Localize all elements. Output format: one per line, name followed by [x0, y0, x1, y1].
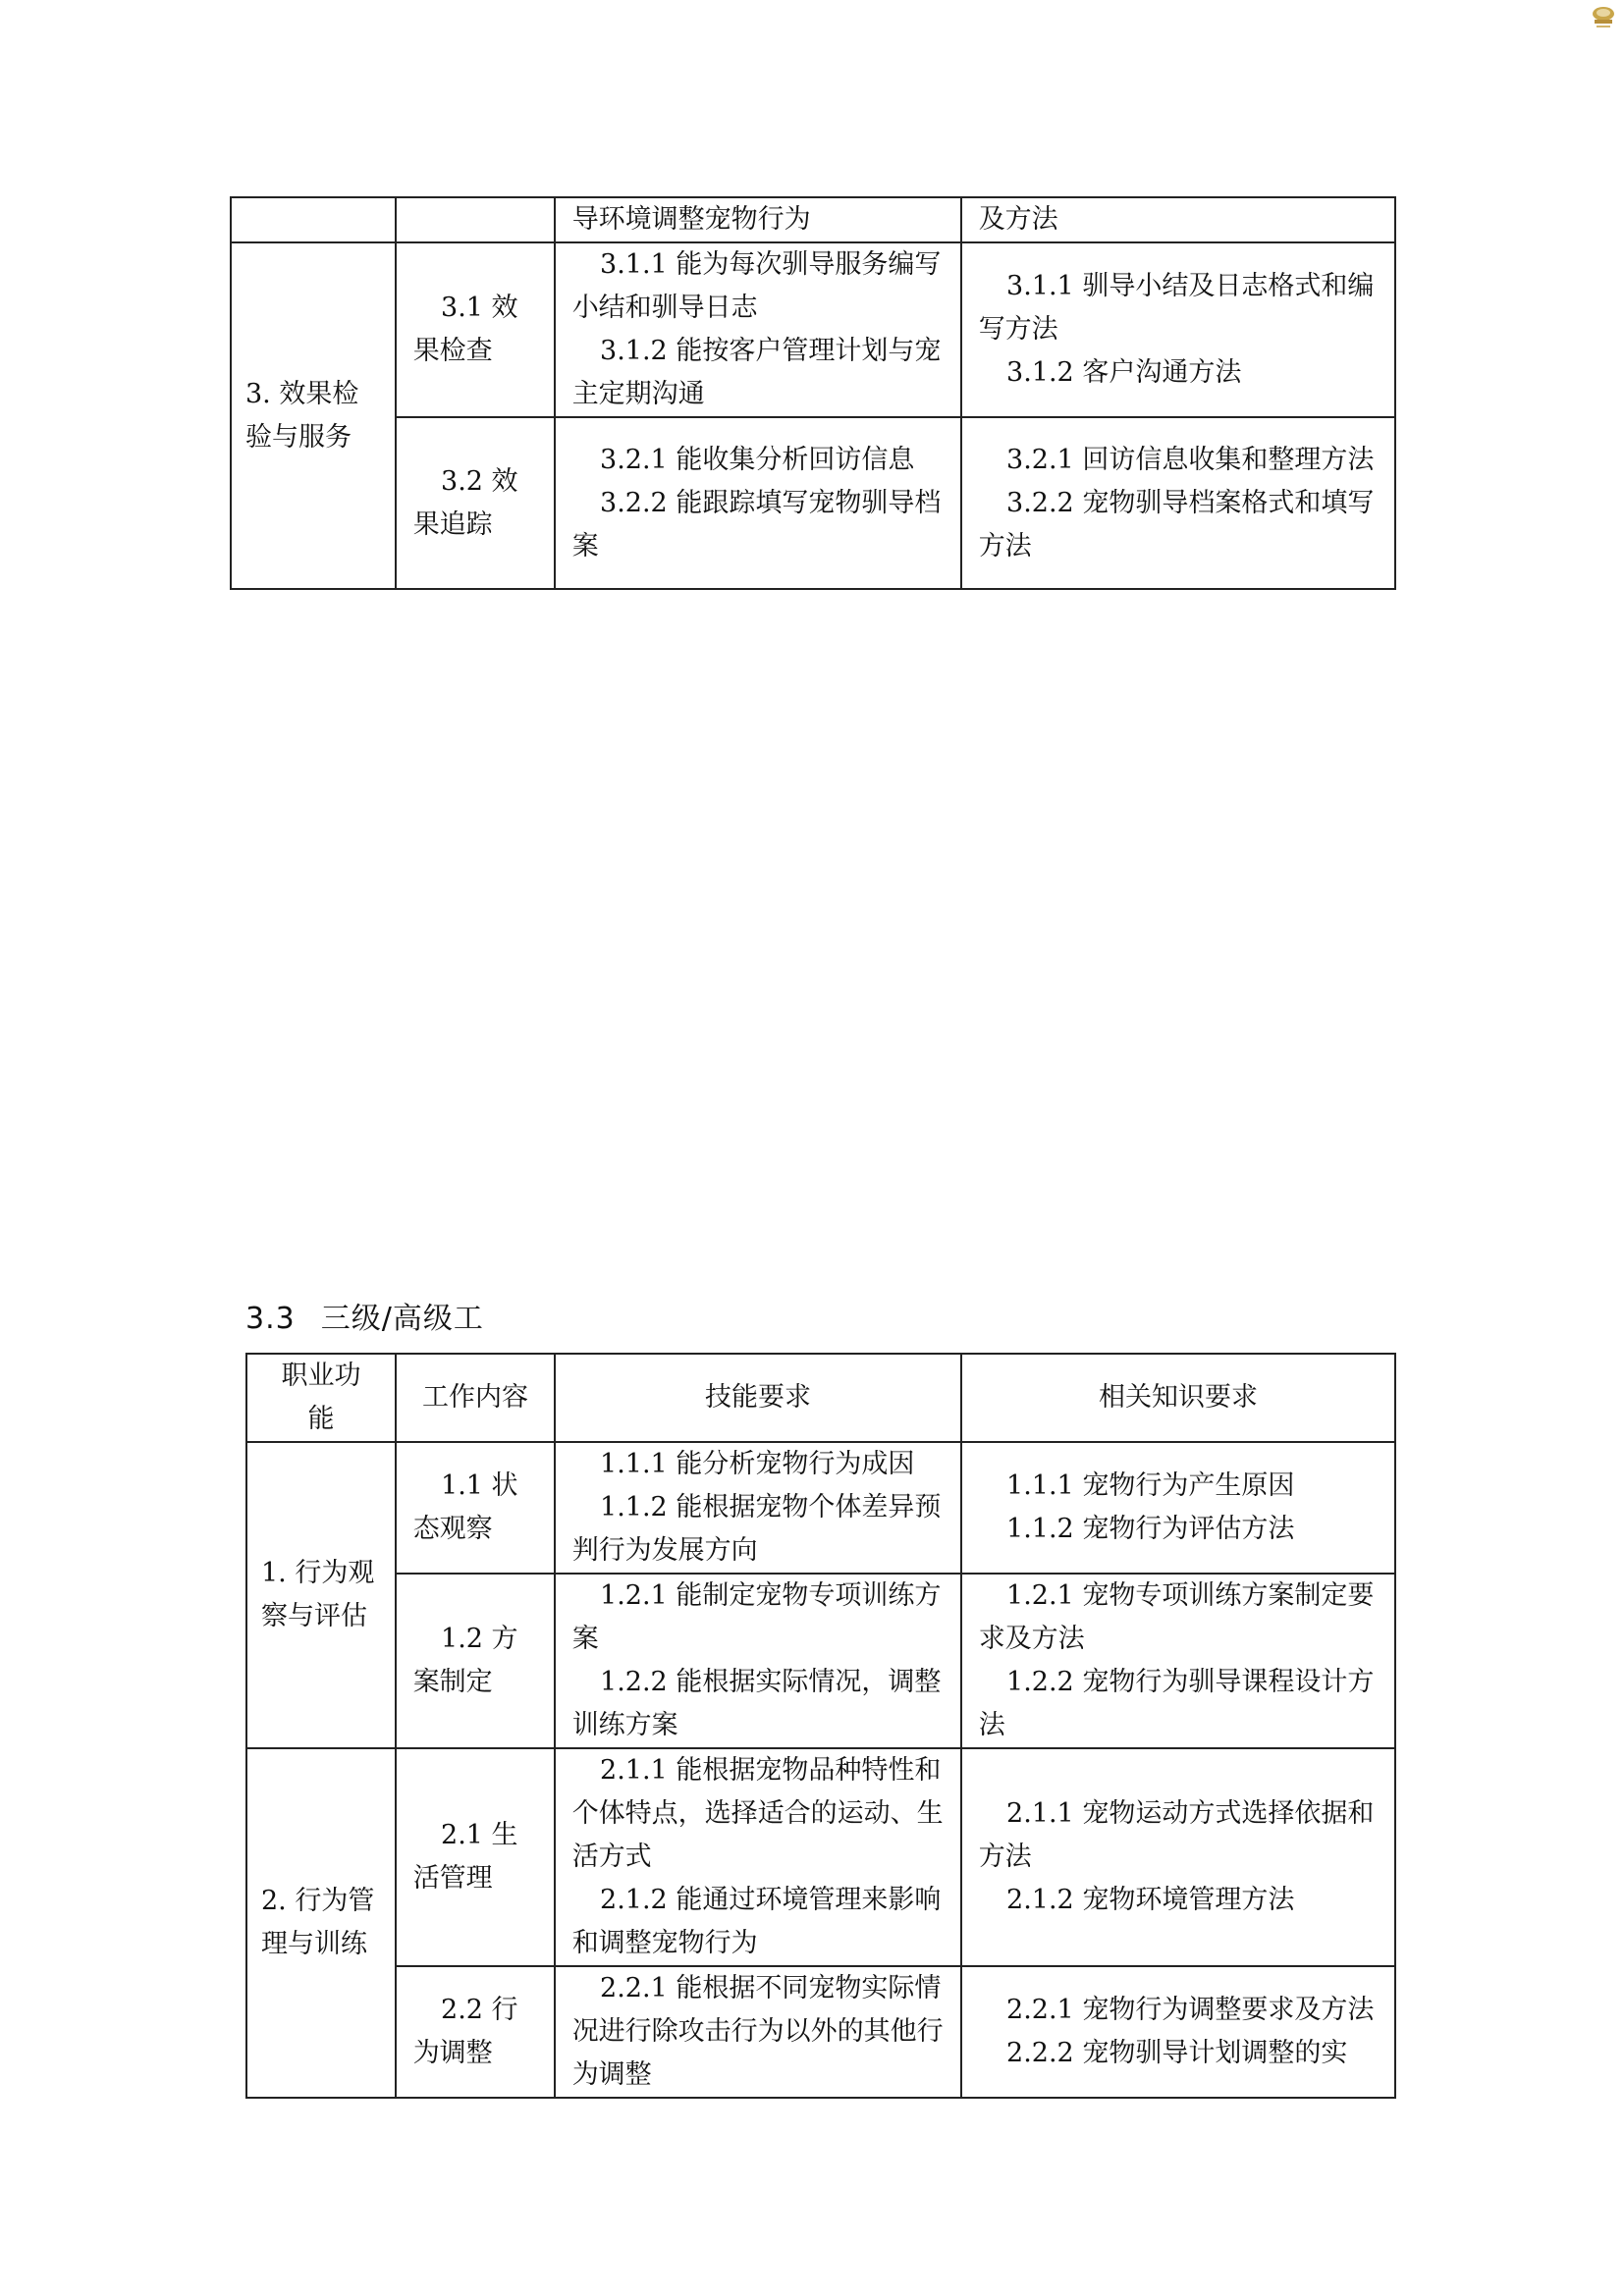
- knowledge-cell: 3.2.1 回访信息收集和整理方法 3.2.2 宠物驯导档案格式和填写方法: [961, 417, 1395, 589]
- table-row: [231, 417, 1395, 589]
- knowledge-cell: 及方法: [961, 197, 1395, 242]
- skill-cell: 2.2.1 能根据不同宠物实际情况进行除攻击行为以外的其他行为调整: [555, 1966, 961, 2098]
- skill-cell: 3.1.1 能为每次驯导服务编写小结和驯导日志 3.1.2 能按客户管理计划与宠主定期沟通: [555, 242, 961, 417]
- logo-icon: [1589, 2, 1618, 31]
- knowledge-cell: 1.1.1 宠物行为产生原因 1.1.2 宠物行为评估方法: [961, 1442, 1395, 1574]
- header-cell: 职业功能: [246, 1354, 396, 1442]
- knowledge-cell: 2.2.1 宠物行为调整要求及方法 2.2.2 宠物驯导计划调整的实: [961, 1966, 1395, 2098]
- knowledge-cell: 1.2.1 宠物专项训练方案制定要求及方法 1.2.2 宠物行为驯导课程设计方法: [961, 1574, 1395, 1748]
- skill-cell: 1.1.1 能分析宠物行为成因 1.1.2 能根据宠物个体差异预判行为发展方向: [555, 1442, 961, 1574]
- sub-cell: 1.2 方案制定: [396, 1574, 555, 1748]
- skills-table-continued: [230, 196, 1396, 590]
- skill-cell: 2.1.1 能根据宠物品种特性和个体特点，选择适合的运动、生活方式 2.1.2 能通过环境管理来影响和调整宠物行为: [555, 1748, 961, 1966]
- skill-cell: 3.2.1 能收集分析回访信息 3.2.2 能跟踪填写宠物驯导档案: [555, 417, 961, 589]
- table-row: [246, 1442, 1395, 1574]
- table-row: [246, 1748, 1395, 1966]
- category-cell: 2. 行为管理与训练: [246, 1748, 396, 2098]
- section-heading: [245, 1298, 484, 1341]
- skill-cell: 导环境调整宠物行为: [555, 197, 961, 242]
- header-cell: 相关知识要求: [961, 1354, 1395, 1442]
- category-cell: 1. 行为观察与评估: [246, 1442, 396, 1748]
- section-number: 3.3: [245, 1302, 296, 1336]
- header-row: [246, 1354, 1395, 1442]
- table-row: [246, 1966, 1395, 2098]
- skills-table-level3: [245, 1353, 1396, 2099]
- knowledge-cell: 2.1.1 宠物运动方式选择依据和方法 2.1.2 宠物环境管理方法: [961, 1748, 1395, 1966]
- header-cell: 技能要求: [555, 1354, 961, 1442]
- sub-cell: 3.1 效果检查: [396, 242, 555, 417]
- sub-cell: 2.2 行为调整: [396, 1966, 555, 2098]
- table-row: [231, 242, 1395, 417]
- skill-cell: 1.2.1 能制定宠物专项训练方案 1.2.2 能根据实际情况，调整训练方案: [555, 1574, 961, 1748]
- table-row: [246, 1574, 1395, 1748]
- sub-cell: [396, 197, 555, 242]
- category-cell: 3. 效果检验与服务: [231, 242, 396, 589]
- knowledge-cell: 3.1.1 驯导小结及日志格式和编写方法 3.1.2 客户沟通方法: [961, 242, 1395, 417]
- sub-cell: 2.1 生活管理: [396, 1748, 555, 1966]
- sub-cell: 1.1 状态观察: [396, 1442, 555, 1574]
- section-title: 三级/高级工: [320, 1302, 484, 1336]
- sub-cell: 3.2 效果追踪: [396, 417, 555, 589]
- header-cell: 工作内容: [396, 1354, 555, 1442]
- category-cell: [231, 197, 396, 242]
- table-row: [231, 197, 1395, 242]
